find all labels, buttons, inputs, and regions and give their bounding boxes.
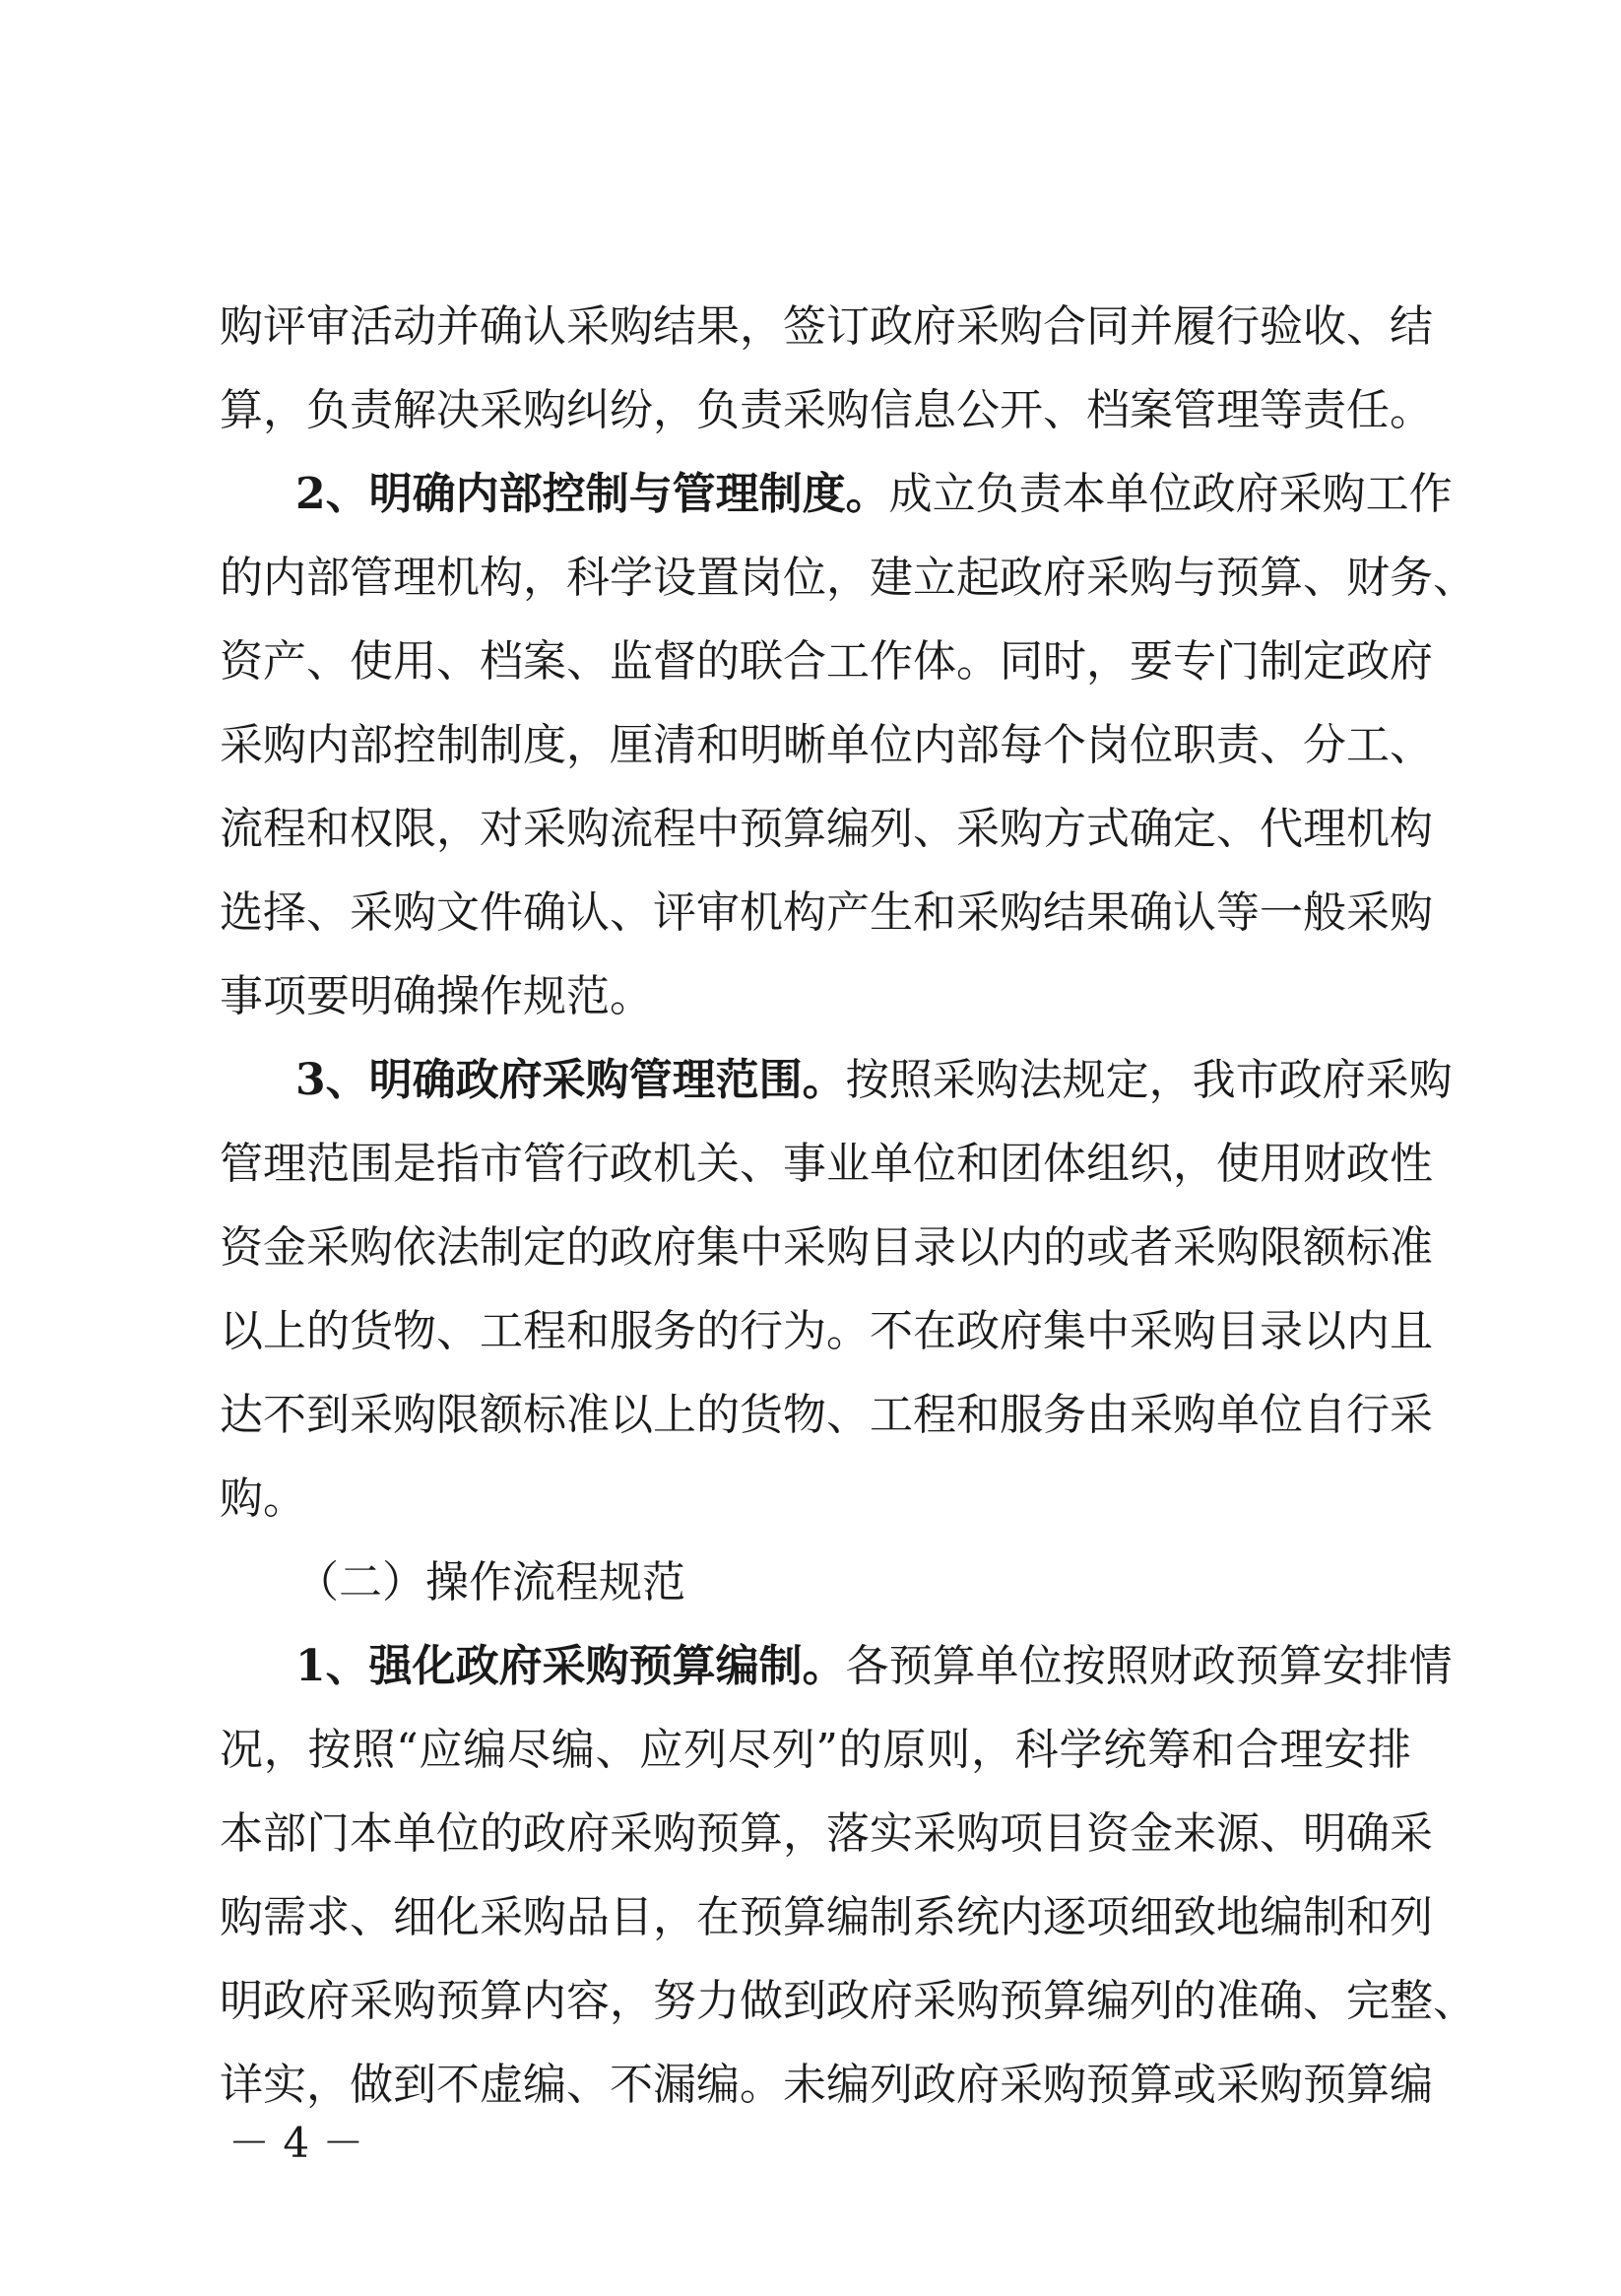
bold-heading: 2、明确内部控制与管理制度。: [295, 469, 889, 519]
paragraph-heading-line: [295, 465, 1453, 524]
body-text-line: 的内部管理机构，科学设置岗位，建立起政府采购与预算、财务、: [220, 553, 1476, 603]
body-text-line: 事项要明确操作规范。: [220, 971, 653, 1021]
body-text-line: 购需求、细化采购品目，在预算编制系统内逐项细致地编制和列: [220, 1892, 1433, 1942]
body-text-line: 算，负责解决采购纠纷，负责采购信息公开、档案管理等责任。: [220, 385, 1433, 435]
body-text-line: 采购内部控制制度，厘清和明晰单位内部每个岗位职责、分工、: [220, 720, 1433, 770]
body-text-line: 选择、采购文件确认、评审机构产生和采购结果确认等一般采购: [220, 887, 1433, 938]
body-text-line: 流程和权限，对采购流程中预算编列、采购方式确定、代理机构: [220, 804, 1433, 854]
body-text-line: 以上的货物、工程和服务的行为。不在政府集中采购目录以内且: [220, 1306, 1433, 1356]
bold-heading: 3、明确政府采购管理范围。: [295, 1055, 846, 1105]
body-text-line: 资金采购依法制定的政府集中采购目录以内的或者采购限额标准: [220, 1222, 1433, 1273]
section-heading: （二）操作流程规范: [295, 1557, 685, 1607]
body-text-line: 明政府采购预算内容，努力做到政府采购预算编列的准确、完整、: [220, 1976, 1476, 2026]
body-text-line: 资产、使用、档案、监督的联合工作体。同时，要专门制定政府: [220, 636, 1433, 687]
body-text-line: 管理范围是指市管行政机关、事业单位和团体组织，使用财政性: [220, 1139, 1433, 1189]
body-text-line: 本部门本单位的政府采购预算，落实采购项目资金来源、明确采: [220, 1808, 1433, 1859]
body-text-line: 达不到采购限额标准以上的货物、工程和服务由采购单位自行采: [220, 1390, 1433, 1440]
body-text: 各预算单位按照财政预算安排情: [845, 1641, 1453, 1691]
body-text-line: 购。: [220, 1474, 306, 1524]
paragraph-heading-line: [295, 1051, 1453, 1110]
page-number: － 4 －: [228, 2119, 364, 2167]
bold-heading: 1、强化政府采购预算编制。: [295, 1641, 846, 1691]
paragraph-heading-line: [295, 1637, 1453, 1696]
body-text-line: 况，按照“应编尽编、应列尽列”的原则，科学统筹和合理安排: [220, 1725, 1411, 1775]
body-text: 成立负责本单位政府采购工作: [888, 469, 1453, 519]
body-text-line: 购评审活动并确认采购结果，签订政府采购合同并履行验收、结: [220, 301, 1433, 352]
body-text-line: 详实，做到不虚编、不漏编。未编列政府采购预算或采购预算编: [220, 2060, 1433, 2110]
body-text: 按照采购法规定，我市政府采购: [845, 1055, 1453, 1105]
